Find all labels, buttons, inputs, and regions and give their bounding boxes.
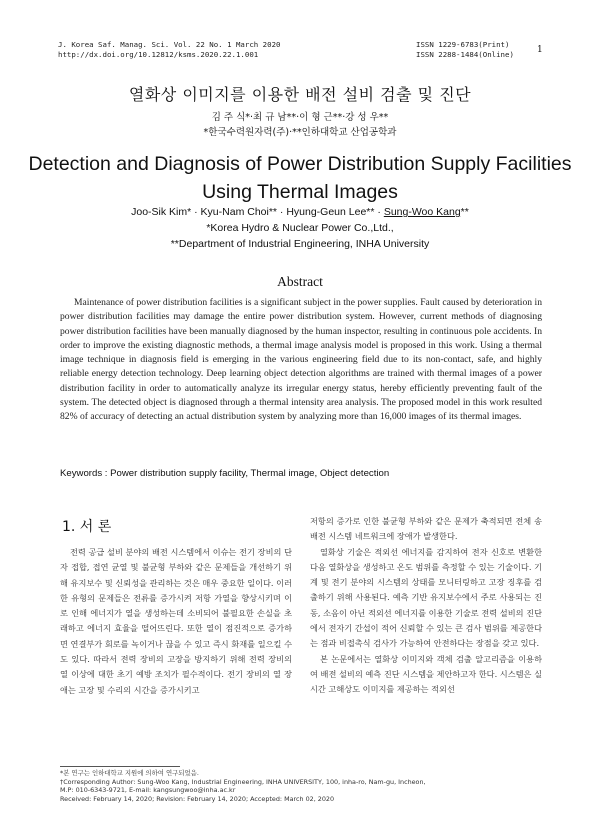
- korean-authors: 김 주 식*·최 규 남**·이 형 근**·강 성 우**: [211, 112, 389, 123]
- korean-title: 열화상 이미지를 이용한 배전 설비 검출 및 진단: [128, 85, 472, 104]
- body-column-left: [60, 545, 292, 698]
- abstract-body: Maintenance of power distribution facilities is a significant subject in the power supplies. Fault caused by deterioration in power distribution facilities may damage the entire power distribution system. However, current methods of diagnosing power distribution facilities have been manually diagnosed by the human inspector, resulting in continuous pole accidents. In order to improve the existing diagnostic methods, a thermal image analysis model is proposed in this work. Using a thermal image technique in diagnosis field is emerging in the various engineering field due to its non-contact, safe, and highly reliable energy detection technology. Deep learning object detection algorithms are trained with thermal images of a power distribution facility in order to automatically analyze its irregular energy status, hereby efficiently preventing fault of the system. The detected object is diagnosed through a thermal intensity area analysis. The proposed model in this work resulted 82% of accuracy of detecting an actual distribution system by analyzing more than 16,000 images of its thermal images.: [60, 297, 542, 423]
- corresponding-author: Sung-Woo Kang: [383, 206, 461, 218]
- doi-link[interactable]: http://dx.doi.org/10.12812/ksms.2020.22.1.001: [58, 50, 259, 59]
- keywords: Keywords : Power distribution supply facility, Thermal image, Object detection: [60, 468, 390, 479]
- english-affiliation-1: *Korea Hydro & Nuclear Power Co.,Ltd.,: [206, 222, 394, 234]
- english-authors: [0, 206, 600, 218]
- body-column-right: [310, 514, 542, 698]
- korean-affiliation: *한국수력원자력(주)·**인하대학교 산업공학과: [203, 127, 397, 138]
- issn-print: ISSN 1229-6783(Print): [416, 40, 510, 49]
- journal-header: [58, 40, 280, 60]
- corresponding-author-mark: **: [460, 206, 469, 218]
- paragraph: 본 논문에서는 열화상 이미지와 객체 검출 알고리즘을 이용하여 배전 설비의 예측 진단 시스템을 제안하고자 한다. 시스템은 실시간 고해상도 이미지를 제공하는 적외선: [310, 653, 542, 695]
- footnote-dates: Received: February 14, 2020; Revision: February 14, 2020; Accepted: March 02, 2020: [60, 794, 335, 803]
- footnotes: [60, 769, 542, 803]
- footnote-contact: M.P: 010-6343-9721, E-mail: kangsungwoo@inha.ac.kr: [60, 786, 236, 795]
- english-title-line-1: Detection and Diagnosis of Power Distribution Supply Facilities: [28, 153, 572, 175]
- english-affiliation-2: **Department of Industrial Engineering, INHA University: [170, 238, 430, 250]
- issn-block: [416, 40, 514, 60]
- paragraph: 전력 공급 설비 분야의 배전 시스템에서 이슈는 전기 장비의 단자 접합, 접연 균열 및 불균형 부하와 같은 문제들을 개선하기 위해 유지보수 및 신뢰성을 관리하는 것은 매우 중요한 일이다. 이러한 유형의 문제들은 전류를 증가시켜 저항 가열을 향상시키며 이로 인해 에너지가 열을 생성하는데 소비되어 불필요한 손실을 초래하고 에너지 효율을 떨어뜨린다. 또한 열이 점진적으로 증가하면 연결부가 회로를 녹이거나 끊을 수 있고 즉시 화재를 일으킬 수도 있다. 따라서 전력 장비의 고장을 방지하기 위해 전력 장비의 열 이상에 대한 초기 예방 조치가 필수적이다. 전기 장비의 열 장애는 고장 및 수리의 시간을 증가시키고: [60, 547, 292, 695]
- english-title: [0, 150, 600, 206]
- section-1-heading: 1. 서 론: [62, 519, 112, 535]
- footnote-divider: [60, 766, 180, 767]
- paragraph: 열화상 기술은 적외선 에너지를 감지하여 전자 신호로 변환한 다음 열화상을 생성하고 온도 범위를 측정할 수 있는 기술이다. 기계 및 전기 분야의 시스템의 상태를 모니터링하고 고장 징후를 검출하기 위해 사용된다. 예측 기반 유지보수에서 주로 사용되는 진동, 소음이 아닌 적외선 에너지를 이용한 기술로 전력 설비의 진단에서 전자기 간섭이 적어 신뢰할 수 있는 큰 검사 범위를 제공한다는 점과 비접촉식 검사가 가능하여 안전하다는 장점을 갖고 있다.: [310, 546, 542, 649]
- english-authors-main: Joo-Sik Kim* · Kyu-Nam Choi** · Hyung-Geun Lee** ·: [131, 206, 384, 218]
- english-title-line-2: Using Thermal Images: [202, 181, 398, 203]
- journal-citation: J. Korea Saf. Manag. Sci. Vol. 22 No. 1 March 2020: [58, 40, 281, 49]
- page-number: 1: [537, 45, 543, 55]
- paragraph: 저항의 증가로 인한 불균형 부하와 같은 문제가 축적되면 전체 송배전 시스템 네트워크에 장애가 발생한다.: [310, 516, 542, 542]
- issn-online: ISSN 2288-1484(Online): [416, 50, 514, 59]
- footnote-funding: *본 연구는 인하대학교 지원에 의하여 연구되었음.: [60, 769, 199, 777]
- abstract-heading: Abstract: [277, 274, 323, 289]
- footnote-corresponding-author: †Corresponding Author: Sung-Woo Kang, Industrial Engineering, INHA UNIVERSITY, 100, inha-ro, Nam-gu, Incheon,: [60, 777, 426, 786]
